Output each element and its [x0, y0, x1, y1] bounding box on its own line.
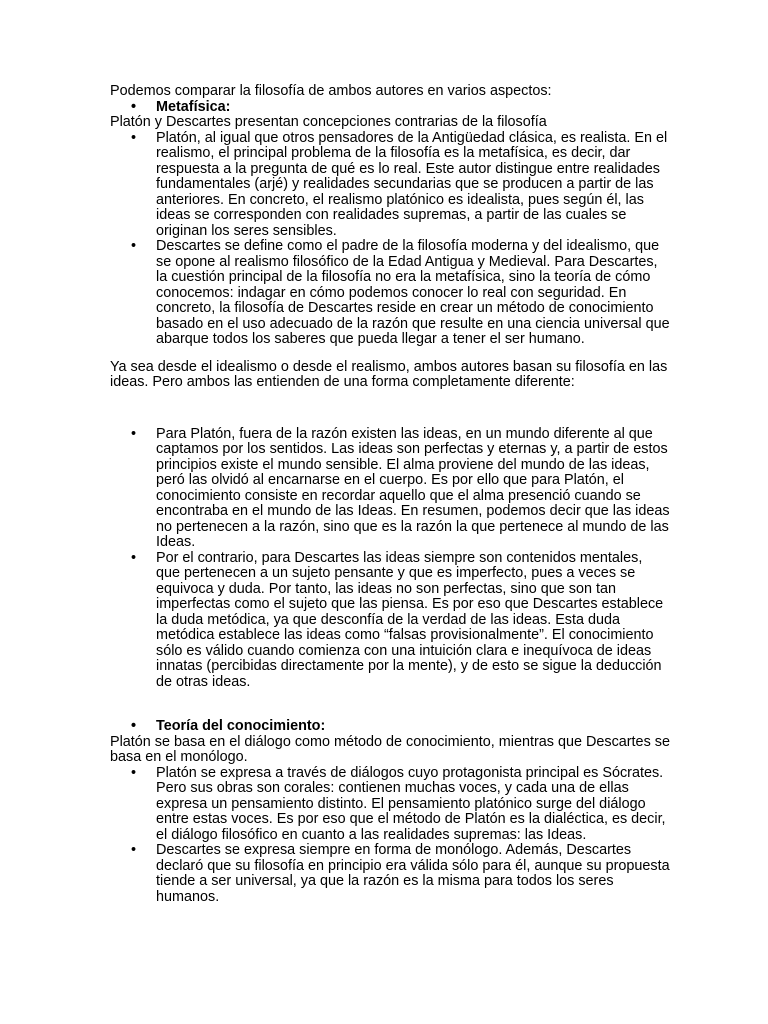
ideas-paragraph: Ya sea desde el idealismo o desde el realismo, ambos autores basan su filosofía en las ideas. Pero ambos las entienden de una forma completamente diferente: — [110, 358, 668, 390]
document-page — [110, 84, 670, 905]
ideas-bullet-platon: • Para Platón, fuera de la razón existen las ideas, en un mundo diferente al que captamos por los sentidos. Las ideas son perfectas y eternas y, a partir de estos principios existe el mundo sensible. El alma proviene del mundo de las ideas, peró las olvidó al encarnarse en el cuerpo. Es por ello que para Platón, el conocimiento consiste en recordar aquello que el alma presenció cuando se encontraba en el mundo de las Ideas. En resumen, podemos decir que las ideas no pertenecen a la razón, sino que es la razón la que pertenece al mundo de las Ideas. — [110, 427, 670, 551]
intro-paragraph: Podemos comparar la filosofía de ambos autores en varios aspectos: — [110, 83, 552, 99]
metafisica-bullet-descartes: • Descartes se define como el padre de la filosofía moderna y del idealismo, que se opone al realismo filosófico de la Edad Antigua y Medieval. Para Descartes, la cuestión principal de la filosofía no era la metafísica, sino la teoría de cómo conocemos: indagar en cómo podemos conocer lo real con seguridad. En concreto, la filosofía de Descartes reside en crear un método de conocimiento basado en el uso adecuado de la razón que resulte en una ciencia universal que abarque todos los saberes que pueda llegar a tener el ser humano. — [110, 239, 670, 348]
metafisica-heading: • Metafísica: — [110, 100, 670, 116]
conocimiento-summary: Platón se basa en el diálogo como método de conocimiento, mientras que Descartes se basa en el monólogo. — [110, 733, 670, 765]
metafisica-summary: Platón y Descartes presentan concepciones contrarias de la filosofía — [110, 114, 547, 130]
conocimiento-heading: • Teoría del conocimiento: — [110, 719, 670, 735]
conocimiento-bullet-descartes: • Descartes se expresa siempre en forma de monólogo. Además, Descartes declaró que su filosofía en principio era válida sólo para él, aunque su propuesta tiende a ser universal, ya que la razón es la misma para todos los seres humanos. — [110, 843, 670, 905]
spacer — [110, 348, 670, 360]
conocimiento-heading-list — [110, 719, 670, 735]
conocimiento-bullet-platon: • Platón se expresa a través de diálogos cuyo protagonista principal es Sócrates. Pero sus obras son corales: contienen muchas voces, y cada una de ellas expresa un pensamiento distinto. El pensamiento platónico surge del diálogo entre estas voces. Es por eso que el método de Platón es la dialéctica, es decir, el diálogo filosófico en cuanto a las realidades supremas: las Ideas. — [110, 766, 670, 844]
metafisica-heading-list — [110, 100, 670, 116]
spacer — [110, 690, 670, 719]
ideas-bullet-list — [110, 427, 670, 691]
spacer — [110, 391, 670, 427]
ideas-bullet-descartes: • Por el contrario, para Descartes las ideas siempre son contenidos mentales, que pertenecen a un sujeto pensante y que es imperfecto, pues a veces se equivoca y duda. Por tanto, las ideas no son perfectas, sino que son tan imperfectas como el sujeto que las piensa. Es por eso que Descartes establece la duda metódica, ya que desconfía de la verdad de las ideas. Esta duda metódica establece las ideas como “falsas provisionalmente”. El conocimiento sólo es válido cuando comienza con una intuición clara e inequívoca de ideas innatas (percibidas directamente por la mente), y de esto se sigue la deducción de otras ideas. — [110, 551, 670, 691]
metafisica-bullet-list — [110, 131, 670, 348]
metafisica-bullet-platon: • Platón, al igual que otros pensadores de la Antigüedad clásica, es realista. En el realismo, el principal problema de la filosofía es la metafísica, es decir, dar respuesta a la pregunta de qué es lo real. Este autor distingue entre realidades fundamentales (arjé) y realidades secundarias que se producen a partir de las anteriores. En concreto, el realismo platónico es idealista, pues según él, las ideas se corresponden con realidades supremas, a partir de las cuales se originan los seres sensibles. — [110, 131, 670, 240]
conocimiento-bullet-list — [110, 766, 670, 906]
